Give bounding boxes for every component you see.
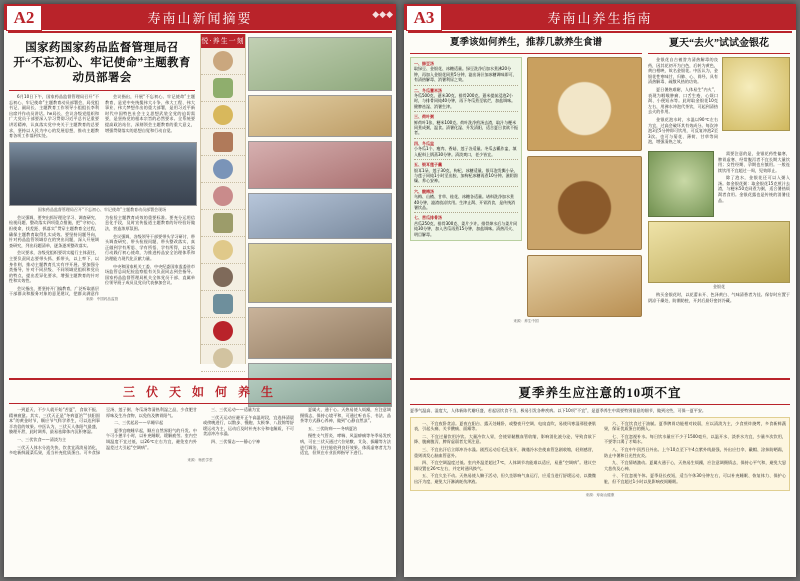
illustration-column [248,37,392,407]
paragraph: 除了泡水，金银花还可以入粥入汤。如金银花粥：取金银花15克煎汁去渣，与粳米50克同煮为粥，适合暑热烦渴者食用。金银花露也是传统的消暑佳品。 [718,175,790,203]
paragraph: 三伏天人体水分流失快，饮食宜清淡易消化，多吃新鲜蔬菜瓜果，适当补充优质蛋白。可多食绿豆汤、莲子粥、冬瓜汤等清热利湿之品，少食肥甘厚味及生冷食物，以免伤及脾胃阳气。 [9,407,197,456]
illustration-photo [248,37,392,91]
recipes-headline: 夏季该如何养生，推荐几款养生食谱 [449,38,602,48]
illustration-photo [248,307,392,359]
paragraph: 三、三伏运动——适量为宜 [211,407,261,412]
honeysuckle-photo-caption: 金银花 [713,283,725,289]
honeysuckle-body-right [718,151,790,217]
list-item: 二、不宜过量饮用冷饮。大量冷饮入胃，会使胃黏膜血管收缩，影响消化液分泌，导致食欲下降、腹痛腹泻，脾胃虚弱者尤须注意。 [414,433,596,445]
bottom-headline: 夏季养生应注意的10项不宜 [518,386,682,400]
illustration-photo [248,95,392,137]
strip-item [201,75,245,102]
recipes-source: 来源：养生中国 [513,319,539,323]
paragraph: 四、三伏情志——静心宁神 [211,438,261,444]
meeting-photo [9,142,197,206]
recipe-text: 取绿豆、金银花、冰糖适量。绿豆洗净后加水煮沸20分钟，再加入金银花同煮5分钟，滤出汤汁加冰糖调味即可，有清热解毒、消暑利尿之效。 [414,66,517,83]
strip-item [201,156,245,183]
recipe-name: 七、苦瓜排骨汤 [414,215,442,221]
recipe-photo-tea [527,255,642,317]
paragraph: 二、三伏起居——早睡早起 [114,420,164,426]
paragraph: 夏日暑热难耐，人体易生“内火”，表现为咽喉肿痛、口舌生疮、心烦口渴、小便短赤等。此时取金银花10克左右，用沸水冲泡代茶饮，可起到清热去火的作用。 [648,86,718,115]
paragraph: 金银花泡水时，水温以90℃左右为宜，过高会破坏其有效成分。每次冲泡3至5分钟即可饮用，可反复冲泡2至3次。也可与菊花、薄荷、甘草等同泡，增强清热之效。 [648,116,718,145]
recipe-name: 三、荷叶粥 [414,114,434,120]
recipe-text: 小冬瓜1个、瘦肉、香菇、莲子各适量。冬瓜去瓤作盅，填入配料上锅蒸30分钟。清淡爽口，老少皆宜。 [414,146,517,157]
strip-item [201,102,245,129]
paragraph: 五、三伏防病——冬病夏治 [308,425,358,431]
recipe-item [414,88,518,110]
recipe-name: 五、银耳莲子羹 [414,162,442,168]
masthead-title-a3: 寿南山养生指南 [547,12,653,27]
recipe-text: 乌梅、山楂、甘草、桂花、冰糖各适量。诸料洗净加水煮40分钟，滤渣放凉饮用。生津止渴、开胃消食，是传统消暑饮品。 [414,194,516,210]
lead-body-bottom [9,215,195,297]
list-item: 十、不宜忽视午休。夏季昼长夜短，适当午休30分钟左右，可以补充睡眠、恢复体力、保护心脏，但不宜超过1小时以免影响夜间睡眠。 [604,473,786,484]
paragraph: 6月10日下午，国家药品监督管理局召开“不忘初心、牢记使命”主题教育动员部署会，局党组书记、副局长、主题教育工作领导小组组长李利出席并作动员讲话。he局长、会议各级党组织和广大党员干部要深入学习贯彻习近平总书记重要讲话精神，认真落实党中央关于主题教育的总要求，坚持以人民为中心的发展思想，推动主题教育各项工作落到实处。 [9,94,99,139]
list-item: 九、不宜情绪激动。夏属火通于心，天热易生烦躁，应注意调摄情志，保持心平气和，避免大怒大悲伤及心神。 [604,460,786,471]
list-item: 五、不宜久坐不动。天热易使人懒于活动，但久坐影响气血运行，应适当进行舒缓运动，以微微出汗为度，避免大汗淋漓耗伤津液。 [414,473,596,484]
recipe-name: 四、冬瓜盅 [414,140,434,146]
strip-item [201,48,245,75]
masthead-decoration: ◆◆◆ [372,10,393,20]
bottom-items-list [414,421,786,487]
list-item: 一、不宜夜卧贪凉。夏夜在阳台、露天处睡卧，或整夜开空调、电扇直吹，易使风寒湿邪侵袭肌表，引起头痛、关节酸痛、面瘫等。 [414,420,596,432]
paragraph: 慢性支气管炎、哮喘、风湿痹痛等冬季易发疾病，可在三伏天通过穴位贴敷、艾灸、拔罐等方法进行调治，往往能收到良好效果。体质虚寒者尤为适宜，但须在专业医师指导下进行。 [300,433,391,456]
illustration-photo [248,141,392,189]
bottom-source: 来源：寿南山健康 [585,492,615,497]
honeysuckle-body-left [648,57,718,147]
list-item: 三、不宜出汗后立即冲冷水澡。剧烈运动后毛孔张开，骤遇冷水会使血管急剧收缩，轻则感冒，重则诱发心脑血管意外。 [414,446,596,458]
masthead-a2 [4,4,396,30]
second-headline: 三 伏 天 如 何 养 生 [122,385,277,399]
recipes-article [410,37,642,324]
second-article-source: 来源：杨医学堂 [187,457,213,462]
photo-caption: 国家药品监督管理局召开“不忘初心、牢记使命”主题教育动员部署会现场 [37,206,167,212]
page-number-a3: A3 [406,5,442,31]
honeysuckle-article [648,37,790,305]
paragraph: 购买金银花时，以花蕾未开、色泽黄白、气味清香者为佳。保存时应置于阴凉干燥处，防潮防蛀，开封后最好密封冷藏。 [648,291,790,303]
list-item: 七、不宜忽视补水。每日饮水量应不少于1500毫升，以温开水、淡茶水为宜，少量多次饮用，不要等口渴了才喝水。 [604,433,786,445]
strip-item [201,318,245,345]
second-article [9,376,391,463]
paragraph: 会议指出，开展“不忘初心、牢记使命”主题教育，是党中央统揽伟大斗争、伟大工程、伟大事业、伟大梦想作出的重大部署，是用习近平新时代中国特色社会主义思想武装全党的迫切需要，是坚持党的根本宗旨的必然要求。全系统要提高政治站位，深刻领会主题教育的重大意义，增强贯彻落实的思想自觉和行动自觉。 [105,94,195,133]
paragraph: 需要注意的是，金银花药性偏寒，脾胃虚寒、经常腹泻者不宜长期大量饮用；女性经期、孕期也应慎用。一般连续饮用不宜超过一周，见效即止。 [718,150,790,173]
lead-body-top [9,94,195,139]
recipe-list-box [410,57,522,241]
paragraph: 会议要求，各级党组织要切实履行主体责任，主要负责同志要带头抓、抓带头，以上率下、以身作则，推动主题教育扎实有序开展。要加强分类指导，针对不同层级、不同领域党组织和党员的特点，提出差异化要求，增强主题教育的针对性和实效性。 [9,250,99,284]
illustration-photo [248,193,392,239]
recipe-photo-soup [527,57,642,151]
strip-title: 悦·养生一刻 [201,34,245,48]
recipe-item [414,162,518,184]
honeysuckle-headline: 夏天“去火”试试金银花 [669,38,769,49]
page-number-a2: A2 [6,5,42,31]
recipe-name: 六、酸梅汤 [414,188,434,194]
recipe-name: 一、绿豆汤 [414,61,434,66]
bottom-intro: 夏季气温高、湿度大，人体新陈代谢旺盛，若起居饮食不当，极易引发各种疾病。以下10项“不宜”，是夏季养生中需要特别留意的细节，做到这些，可保一夏平安。 [410,408,707,413]
paragraph: 会议指出，要坚持开门搞教育，广泛听取基层干部群众和服务对象的意见建议，把群众满意作为检验主题教育成效的重要标准。要充分运用信息化手段，及时宣传报道主题教育的好经验好做法，营造浓厚氛围。 [9,214,195,297]
ten-cautions-article [410,376,790,498]
masthead-rule-a3 [408,31,792,33]
honeysuckle-body-tail [648,292,790,303]
recipe-text: 苦瓜250克、排骨300克、姜片少许。排骨焯水后与姜片同炖30分钟，加入苦瓜再煮15分钟，加盐调味。清热泻火、明目解毒。 [414,220,518,237]
sidebar-strip [200,34,246,364]
masthead-title-a2: 寿南山新闻摘要 [147,12,253,27]
paragraph: 三伏天运动应避开正午高温时段，宜选择清晨或傍晚进行，以散步、慢跑、太极拳、八段锦等舒缓运动为主，运动后及时补充水分和电解质，不可贪凉冲冷水澡。 [203,414,294,437]
paragraph: 夏季宜晚睡早起，顺应自然界阳气的升发。中午可小憩半小时，以补充睡眠、缓解疲劳。室内空调温度不宜过低，以26℃左右为宜，避免室内外温差过大引起“空调病”。 [106,427,197,450]
newspaper-page-a2 [4,4,396,577]
paragraph: 中央和国家机关工委、中央纪委国家监委驻市场监管总局纪检监察组有关负责同志到会指导。国家药品监督管理局机关全体党员干部、直属单位领导班子成员及党员代表参加会议。 [105,263,195,286]
honeysuckle-photo-1 [722,57,790,131]
newspaper-page-a3 [404,4,796,577]
strip-item [201,210,245,237]
lead-article [9,37,195,302]
recipe-text: 鲜荷叶1张、粳米100克。荷叶洗净煎汤去渣，取汁与粳米同煮成粥，温食。清暑化湿、升发清阳，适合夏日食欲不振者。 [414,119,518,136]
list-item: 八、不宜中午顶烈日外出。上午10点至下午4点紫外线最强，外出应打伞、戴帽、涂抹防晒霜，防止中暑和日光性皮炎。 [604,446,786,458]
paragraph: 一到夏天，不少人就开始“苦夏”，食欲不振、精神疲惫。其实，三伏天正是“冬病夏治”“扶阳固本”的黄金时节，顺应节气科学养生，可以达到事半功倍的效果。中医认为，三伏天人体阳气最盛，腠理开泄，此时调养，最易祛除体内沉积寒湿。 [9,407,100,435]
recipe-photo-stew [527,156,642,250]
strip-item [201,291,245,318]
strip-item [201,237,245,264]
recipe-text: 银耳1朵、莲子30克、枸杞、冰糖适量。银耳泡发撕小朵，与莲子同炖1小时至出胶，加枸杞冰糖再煮10分钟。滋阴润燥、养心安神。 [414,167,518,184]
recipe-item [414,141,518,157]
masthead-rule [8,31,392,33]
list-item: 四、不宜空调温度过低。室内外温差超过7℃，人体调节功能难以适应，易患“空调病”。建议空调设置在26℃左右，并定时通风换气。 [414,460,596,471]
recipe-name: 二、冬瓜薏米汤 [414,87,442,93]
recipe-item [414,61,518,83]
strip-item [201,129,245,156]
illustration-photo [248,243,392,303]
strip-item [201,183,245,210]
recipe-item [414,189,518,211]
strip-item [201,264,245,291]
paragraph: 会议强调，要突出抓好理论学习、调查研究、检视问题、整改落实四项重点措施，把“守初心、担使命，找差距、抓落实”贯穿主题教育全过程，确保主题教育取得扎实成效。要坚持问题导向，针对药品监管领域存在的突出问题，深入开展调查研究，列出问题清单，逐条逐项整改落实。 [9,214,99,248]
honeysuckle-photo-3 [648,221,790,283]
recipe-text: 冬瓜500克、薏米30克、排骨200克。薏米提前浸泡2小时，与排骨同炖40分钟，再下冬瓜煮至软烂，加盐调味。健脾祛湿、消暑生津。 [414,93,516,109]
honeysuckle-photo-2 [648,151,714,217]
article-source: 来源：中国药品监管 [85,297,119,302]
paragraph: 金银花自古被誉为清热解毒的良药，因其花初开为白色，后转为黄色，黄白相映，故名金银花。中医认为，金银花性寒味甘，归肺、心、胃经，具有清热解毒、疏散风热的功效。 [648,57,718,85]
second-article-body [9,407,391,456]
masthead-a3 [404,4,796,30]
recipe-item [414,215,518,237]
list-item: 六、不宜饮食过于油腻。夏季脾胃功能相对较弱，应以清淡为主，少食煎炸烧烤，多食新鲜蔬果，保证优质蛋白的摄入。 [604,420,786,432]
paragraph: 夏属火，通于心。天热易使人烦躁，应注意调摄情志，保持心境平和，可通过听音乐、书法、品茶等方式静心养神，做到“心静自然凉”。 [300,407,391,424]
strip-item [201,345,245,372]
recipe-item [414,114,518,136]
paragraph: 会议强调，各级领导干部要带头学习研讨、带头调查研究、带头检视问题、带头整改落实，真正做到学有所思、学有所悟、学有所得，以实际行动践行初心使命，为推进药品安全治理体系和治理能力现代化贡献力量。 [105,233,195,261]
page-title: 国家药国家药品监督管理局召开“不忘初心、牢记使命”主题教育动员部署会 [13,42,191,84]
paragraph: 一、三伏饮食——清淡为主 [17,436,67,442]
